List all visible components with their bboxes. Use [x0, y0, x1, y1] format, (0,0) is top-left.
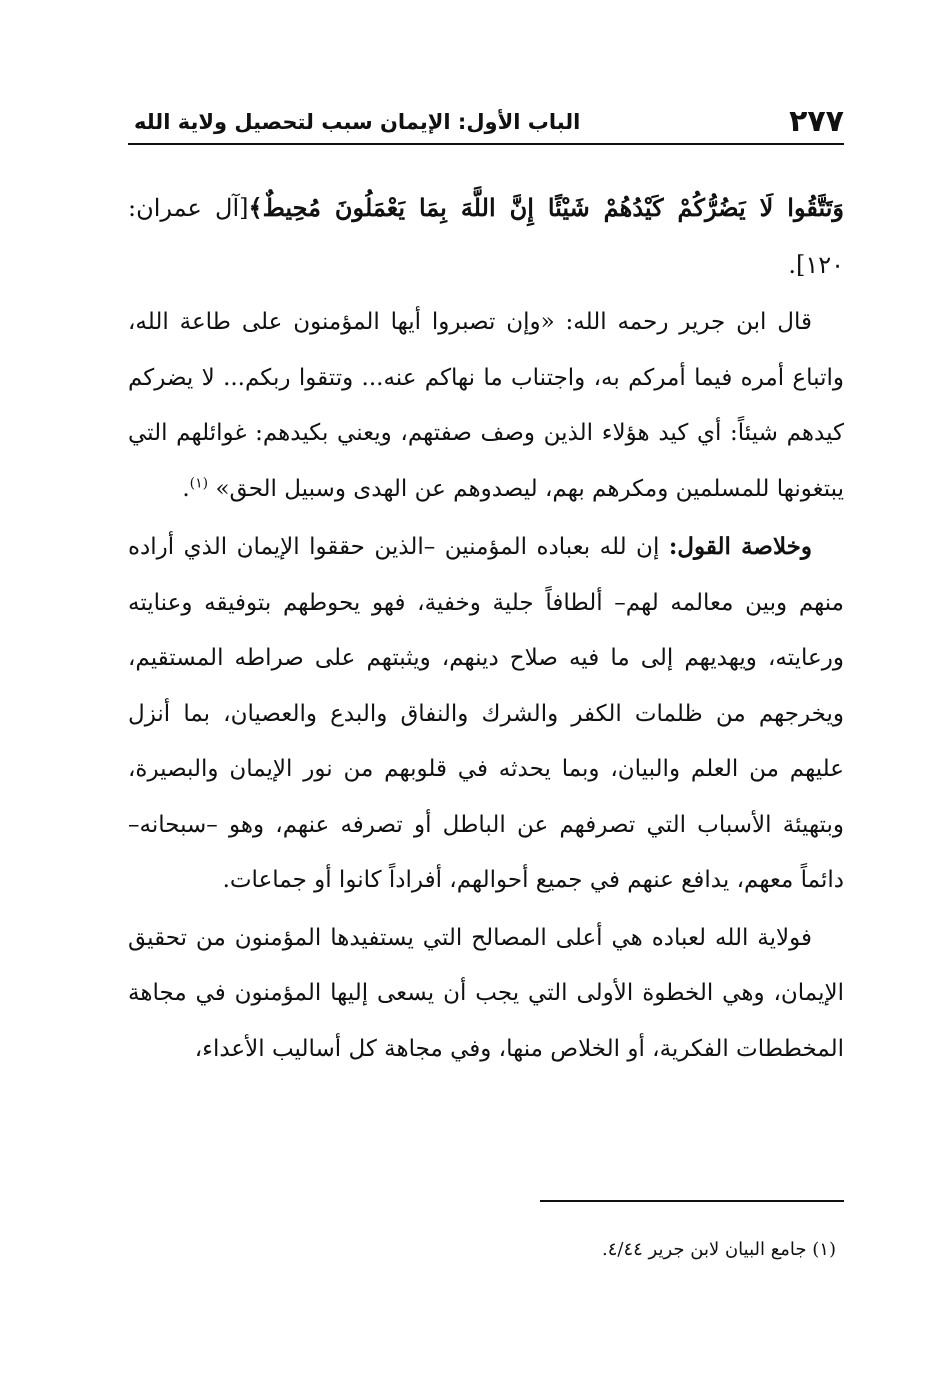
- footnote-marker: (١): [189, 474, 209, 491]
- paragraph-2-text: إن لله بعباده المؤمنين –الذين حققوا الإيمان الذي أراده منهم وبين معالمه لهم– ألطافاً جلية وخفية، فهو يحوطهم بتوفيقه وعنايته ورعايته، ويهديهم إلى ما فيه صلاح دينهم، ويثبتهم على صراطه المستقيم، ويخرجهم من ظلمات الكفر والشرك والنفاق والبدع والعصيان، بما أنزل عليهم من العلم والبيان، وبما يحدثه في قلوبهم من نور الإيمان والبصيرة، وبتهيئة الأسباب التي تصرفهم عن الباطل أو تصرفه عنهم، وهو –سبحانه– دائماً معهم، يدافع عنهم في جميع أحوالهم، أفراداً كانوا أو جماعات.: [128, 534, 844, 893]
- running-title: الباب الأول: الإيمان سبب لتحصيل ولاية الله: [134, 110, 581, 134]
- page-header: [128, 100, 844, 140]
- header-rule: [128, 143, 844, 145]
- footnote-rule: [540, 1200, 844, 1202]
- paragraph-1-end: .: [182, 475, 190, 502]
- page-number: ٢٧٧: [789, 104, 844, 139]
- paragraph-wilayah: [128, 911, 844, 1078]
- quran-verse: [128, 180, 844, 293]
- paragraph-2-lead: وخلاصة القول:: [668, 533, 812, 560]
- body-text: [128, 180, 844, 1077]
- paragraph-3-text: فولاية الله لعباده هي أعلى المصالح التي يستفيدها المؤمنون من تحقيق الإيمان، وهي الخطوة الأولى التي يجب أن يسعى إليها المؤمنون في مجاهة المخططات الفكرية، أو الخلاص منها، وفي مجاهة كل أساليب الأعداء،: [128, 924, 844, 1062]
- paragraph-conclusion: [128, 519, 844, 909]
- verse-reference: [آل عمران: ١٢٠].: [128, 194, 844, 279]
- paragraph-quote: [128, 295, 844, 517]
- verse-text: وَتَتَّقُوا لَا يَضُرُّكُمْ كَيْدُهُمْ شَيْئًا إِنَّ اللَّهَ بِمَا يَعْمَلُونَ مُحِيطٌ﴾: [248, 193, 845, 222]
- paragraph-1-text: قال ابن جرير رحمه الله: «وإن تصبروا أيها المؤمنون على طاعة الله، واتباع أمره فيما أمركم به، واجتناب ما نهاكم عنه... وتتقوا ربكم... لا يضركم كيدهم شيئاً: أي كيد هؤلاء الذين وصف صفتهم، ويعني بكيدهم: غوائلهم التي يبتغونها للمسلمين ومكرهم بهم، ليصدوهم عن الهدى وسبيل الحق»: [128, 309, 844, 502]
- footnote: (١) جامع البيان لابن جرير ٤/٤٤.: [601, 1239, 836, 1260]
